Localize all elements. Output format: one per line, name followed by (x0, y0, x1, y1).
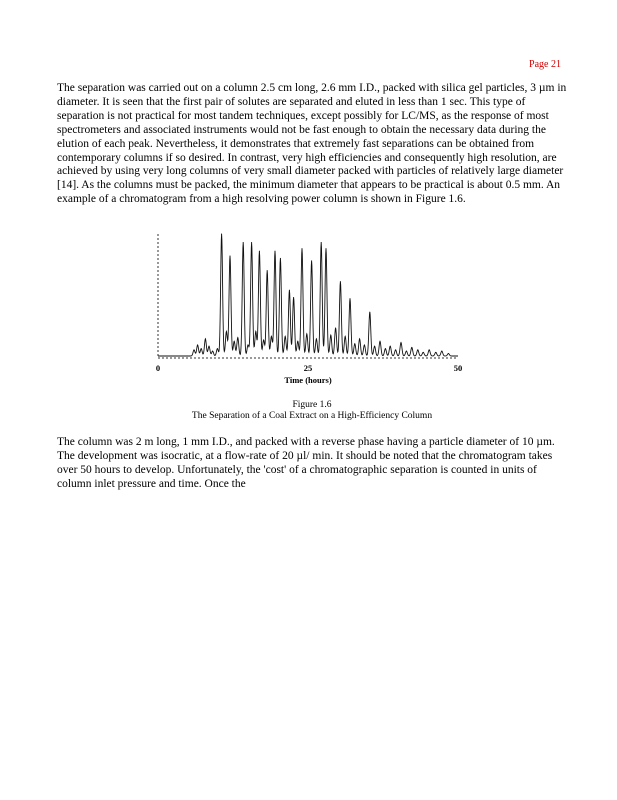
chromatogram-peak-28 (306, 334, 307, 335)
paragraph-column: The column was 2 m long, 1 mm I.D., and packed with a reverse phase having a particle diameter of 10 µm. The development was isocratic, at a flow-rate of 20 µl/ min. It should be noted that the chromatogram takes over 50 hours to develop. Unfortunately, the 'cost' of a chromatographic separation is counted in units of column inlet pressure and time. Once the (57, 436, 555, 490)
figure-title: The Separation of a Coal Extract on a High-Efficiency Column (191, 411, 433, 421)
chromatogram-trace (158, 234, 458, 356)
chromatogram-peak-9 (226, 331, 227, 332)
chromatogram-peak-30 (316, 338, 317, 339)
chromatogram-peak-47 (401, 342, 402, 343)
chromatogram-peak-8 (221, 234, 222, 235)
chromatogram-peak-42 (374, 346, 375, 347)
chromatogram-peak-52 (429, 349, 430, 350)
chromatogram-peak-5 (209, 346, 210, 347)
chromatogram-peak-35 (340, 281, 341, 282)
page-number: Page 21 (529, 59, 561, 70)
chromatogram-peak-44 (385, 348, 386, 349)
chromatogram-peak-12 (237, 337, 238, 338)
chromatogram-peak-33 (330, 335, 331, 336)
chromatogram-peak-31 (321, 242, 322, 243)
chromatogram-peak-16 (255, 331, 256, 332)
chromatogram-peak-24 (289, 290, 290, 291)
x-axis-label: Time (hours) (284, 375, 332, 385)
chromatogram-peak-6 (212, 351, 213, 352)
chromatogram-peak-17 (259, 251, 260, 252)
chromatogram-peak-10 (230, 255, 231, 256)
chromatogram-peak-27 (302, 248, 303, 249)
chromatogram-peak-7 (217, 348, 218, 349)
chromatogram-peak-25 (293, 297, 294, 298)
chromatogram-peak-4 (205, 338, 206, 339)
x-tick-label-25: 25 (303, 363, 313, 373)
chromatogram-peak-19 (267, 270, 268, 271)
x-tick-label-0: 0 (155, 363, 161, 373)
chromatogram-peak-49 (411, 347, 412, 348)
chromatogram-peak-29 (311, 260, 312, 261)
chromatogram-peak-1 (194, 349, 195, 350)
chromatogram-peak-46 (395, 349, 396, 350)
chromatogram-peak-55 (448, 353, 449, 354)
chromatogram-peak-40 (364, 345, 365, 346)
chromatogram-peak-2 (197, 345, 198, 346)
chromatogram-peak-26 (297, 341, 298, 342)
chromatogram-peak-32 (326, 248, 327, 249)
chromatogram-peak-23 (285, 336, 286, 337)
chromatogram-peak-34 (335, 327, 336, 328)
chromatogram-peak-43 (380, 341, 381, 342)
chromatogram-peak-20 (271, 336, 272, 337)
paragraph-intro: The separation was carried out on a column 2.5 cm long, 2.6 mm I.D., packed with silica gel particles, 3 µm in diameter. It is seen that the first pair of solutes are separated and eluted in less than 1 sec. This type of separation is not practical for most tandem techniques, except possibly for LC/MS, as the response of most spectrometers and associated instruments would not be fast enough to obtain the necessary data during the elution of each peak. Nevertheless, it demonstrates that extremely fast separations can be obtained from contemporary columns if so desired. In contrast, very high efficiencies and consequently high resolution, are achieved by using very long columns of very small diameter packed with particles of relatively large diameter [14]. As the columns must be packed, the minimum diameter that appears to be practical is about 0.5 mm. An example of a chromatogram from a high resolving power column is shown in Figure 1.6. (57, 82, 567, 206)
x-tick-label-50: 50 (453, 363, 463, 373)
chromatogram-peak-45 (390, 346, 391, 347)
chromatogram-peak-38 (354, 343, 355, 344)
chromatogram-peak-14 (248, 345, 249, 346)
chromatogram-peak-50 (417, 349, 418, 350)
chromatogram-peak-37 (350, 298, 351, 299)
chromatogram-figure (138, 226, 478, 396)
chromatogram-peak-13 (243, 242, 244, 243)
chromatogram-peak-22 (280, 258, 281, 259)
chromatogram-peak-36 (345, 336, 346, 337)
chromatogram-peak-51 (423, 352, 424, 353)
chromatogram-peak-39 (359, 338, 360, 339)
chromatogram-peak-48 (406, 351, 407, 352)
chromatogram-peak-3 (201, 348, 202, 349)
chromatogram-peak-53 (435, 352, 436, 353)
chromatogram-peak-11 (234, 341, 235, 342)
chromatogram-peak-18 (263, 340, 264, 341)
chromatogram-peak-41 (369, 312, 370, 313)
figure-number: Figure 1.6 (292, 400, 332, 410)
chromatogram-peak-15 (251, 242, 252, 243)
chromatogram-peak-21 (275, 251, 276, 252)
chromatogram-peak-54 (441, 351, 442, 352)
